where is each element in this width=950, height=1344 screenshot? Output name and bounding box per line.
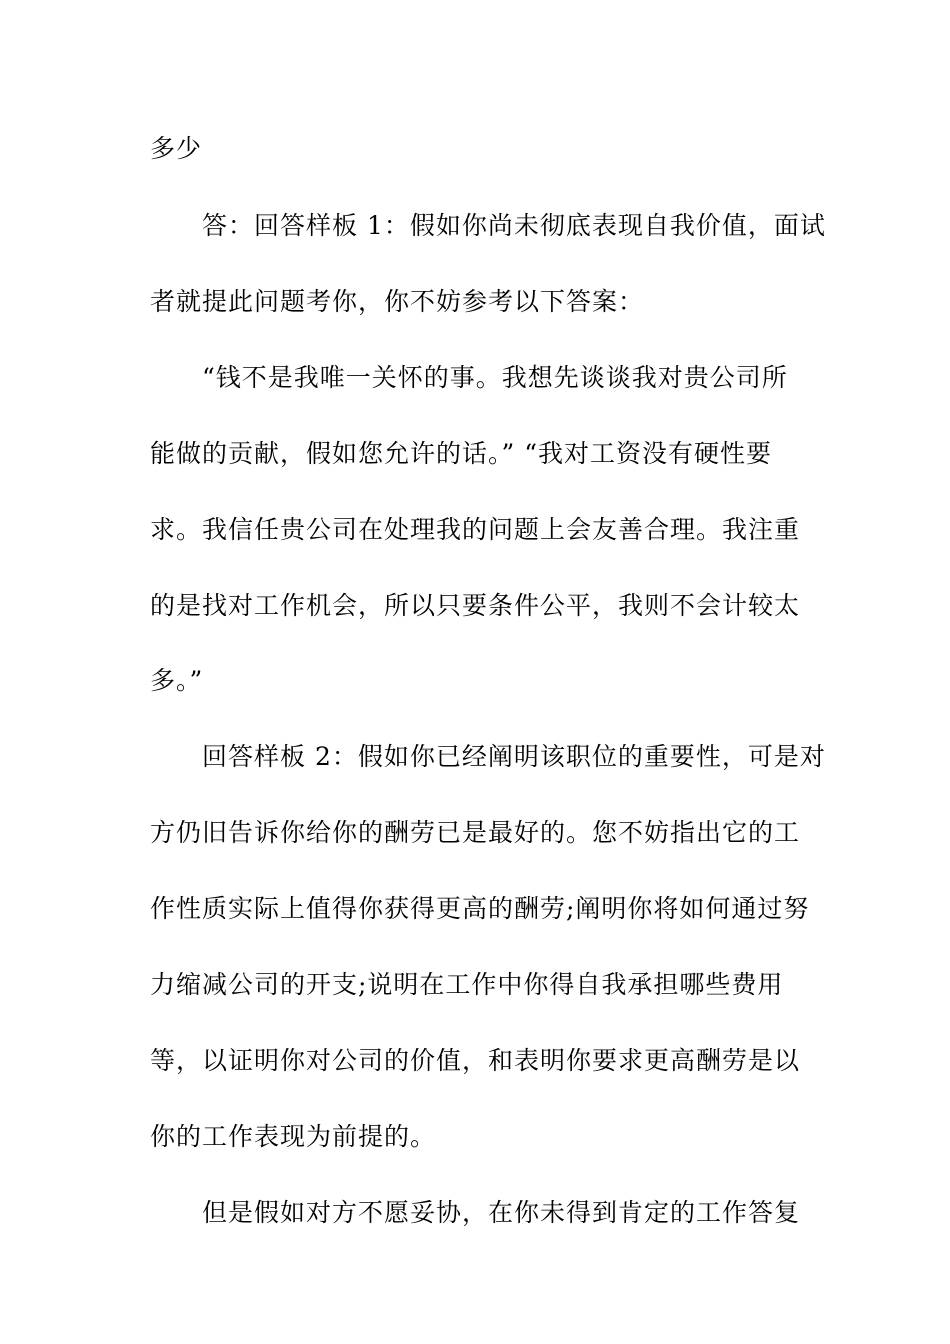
text-line: 你的工作表现为前提的。 — [150, 1122, 437, 1151]
text-line: 多少 — [150, 134, 203, 163]
text-line: 方仍旧告诉你给你的酬劳已是最好的。您不妨指出它的工 — [150, 818, 801, 847]
text-line: 的是找对工作机会，所以只要条件公平，我则不会计较太 — [150, 591, 801, 620]
text-line: 求。我信任贵公司在处理我的问题上会友善合理。我注重 — [150, 515, 801, 544]
text-line: 者就提此问题考你，你不妨参考以下答案： — [150, 287, 645, 316]
text-line: 答：回答样板 1：假如你尚未彻底表现自我价值，面试 — [202, 211, 826, 240]
text-line: 能做的贡献，假如您允许的话。” “我对工资没有硬性要 — [150, 439, 773, 468]
text-line: 多。” — [150, 666, 204, 695]
text-line: 回答样板 2：假如你已经阐明该职位的重要性，可是对 — [202, 742, 826, 771]
text-line: 作性质实际上值得你获得更高的酬劳;阐明你将如何通过努 — [150, 894, 810, 923]
text-line: 但是假如对方不愿妥协，在你未得到肯定的工作答复 — [202, 1198, 801, 1227]
text-line: 等，以证明你对公司的价值，和表明你要求更高酬劳是以 — [150, 1046, 801, 1075]
text-line: “钱不是我唯一关怀的事。我想先谈谈我对贵公司所 — [202, 363, 788, 392]
text-line: 力缩减公司的开支;说明在工作中你得自我承担哪些费用 — [150, 970, 784, 999]
